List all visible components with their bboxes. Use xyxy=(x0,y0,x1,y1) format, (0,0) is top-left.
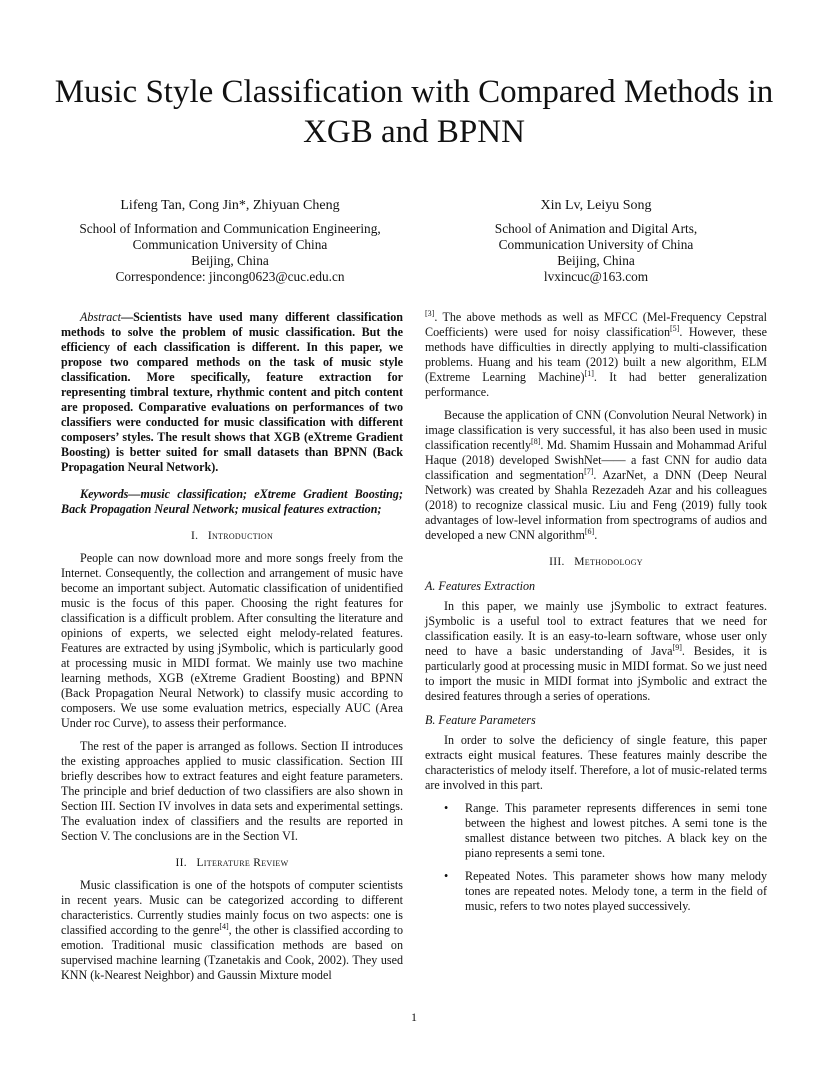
list-item: • Repeated Notes. This parameter shows how many melody tones are repeated notes. Melody tone, a term in the field of music, refers to two notes played successively. xyxy=(465,869,767,914)
citation: [4] xyxy=(219,921,229,931)
lit-paragraph-2: Because the application of CNN (Convolution Neural Network) in image classification is very successful, it has also been used in music classification recently[8]. Md. Shamim Hussain and Mohammad Ariful Haque (2018) developed SwishNet—— a fast CNN for audio data classification and segmentation[7]. AzarNet, a DNN (Deep Neural Network) was created by Shahla Rezezadeh Azar and his colleagues (2018) to recognize classical music. Liu and Feng (2019) fully took advantages of low-level information from spectrograms of audios and developed a new CNN algorithm[6]. xyxy=(425,408,767,542)
lit-paragraph-1-start: Music classification is one of the hotspots of computer scientists in recent years. Music can be categorized according to different characteristics. Currently studies mainly focus on two aspects: one is classified according to the genre[4], the other is classified according to emotion. Traditional music classification methods are based on supervised machine learning (Tzanetakis and Cook, 2002). They used KNN (k-Nearest Neighbor) and Gaussin Mixture model xyxy=(61,878,403,982)
method-paragraph-2: In order to solve the deficiency of single feature, this paper extracts eight musical features. These features mainly describe the characteristics of melody itself. Therefore, a lot of music-related terms are involved in this part. xyxy=(425,733,767,792)
author-names: Xin Lv, Leiyu Song xyxy=(540,198,652,213)
subsection-heading-feature-parameters: B. Feature Parameters xyxy=(425,713,536,727)
intro-paragraph-1: People can now download more and more songs freely from the Internet. Consequently, the collection and arrangement of music have become an important subject. Automatic classification of unidentified music is the focus of this paper. Choosing the right features for classification is a difficult problem. After consulting the literature and opinions of experts, we selected eight melody-related features. Features are extracted by using jSymbolic, which is particularly good at processing music in MIDI format. We mainly use two machine learning methods, XGB (eXtreme Gradient Boosting) and BPNN (Back Propagation Neural Network) to classify music according to composers. We use some evaluation metrics, especially AUC (Area Under roc Curve), to assess their performance. xyxy=(61,551,403,730)
citation: [1] xyxy=(584,368,594,378)
left-column xyxy=(61,310,403,983)
page-number: 1 xyxy=(411,1010,417,1024)
method-paragraph-1: In this paper, we mainly use jSymbolic to extract features. jSymbolic is a useful tool to extract features that we need for classification easily. It is an easy-to-learn software, whose user only need to have a basic understanding of Java[9]. Besides, it is particularly good at processing music in MIDI format. So we just need to import the music in MIDI format into jSymbolic and extract the desired features through a series of operations. xyxy=(425,599,767,703)
affiliation-line: Communication University of China xyxy=(132,237,328,252)
section-heading-methodology: III. Methodology xyxy=(549,556,643,568)
paper-title: Music Style Classification with Compared Methods in XGB and BPNN xyxy=(54,74,774,150)
citation: [6] xyxy=(584,526,595,536)
author-block-1 xyxy=(60,198,400,285)
intro-paragraph-2: The rest of the paper is arranged as follows. Section II introduces the existing approaches applied to music classification. Section III briefly describes how to extract features and eight feature parameters. The principle and brief deduction of two classifiers are also shown in Section III. Section IV involves in data sets and experimental settings. The evaluation index of classifiers and the results are reported in Section V. The conclusions are in the Section VI. xyxy=(61,739,403,843)
citation: [7] xyxy=(584,466,594,476)
affiliation-line: Communication University of China xyxy=(498,237,694,252)
affiliation-line: Beijing, China xyxy=(557,253,635,268)
subsection-heading-features-extraction: A. Features Extraction xyxy=(425,579,536,593)
abstract-label: Abstract xyxy=(80,310,121,324)
author-email: Correspondence: jincong0623@cuc.edu.cn xyxy=(115,269,345,284)
section-heading-literature-review: II. Literature Review xyxy=(175,857,289,869)
feature-list xyxy=(425,801,767,914)
section-heading-introduction: I. Introduction xyxy=(190,530,274,542)
author-names: Lifeng Tan, Cong Jin*, Zhiyuan Cheng xyxy=(120,198,340,213)
affiliation-line: Beijing, China xyxy=(191,253,269,268)
citation: [5] xyxy=(670,323,680,333)
abstract: Abstract—Scientists have used many different classification methods to solve the problem of music classification. But the efficiency of each classification is different. In this paper, we propose two compared methods on the task of music style classification. More specifically, feature extraction for representing timbral texture, rhythmic content and pitch content are proposed. Comparative evaluations on performances of two classifiers were conducted for music classification with different composers’ styles. The result shows that XGB (eXtreme Gradient Boosting) is better suited for small datasets than BPNN (Back Propagation Neural Network). xyxy=(61,310,403,474)
abstract-text: Scientists have used many different classification methods to solve the problem of music classification. But the efficiency of each classification is different. In this paper, we propose two compared methods on the task of music style classification. More specifically, feature extraction for representing timbral texture, rhythmic content and pitch content are proposed. Comparative evaluations on performances of two classifiers were conducted for music classification with different composers’ styles. The result shows that XGB (eXtreme Gradient Boosting) is better suited for small datasets than BPNN (Back Propagation Neural Network). xyxy=(61,310,403,474)
citation: [3] xyxy=(425,308,435,318)
affiliation-line: School of Information and Communication Engineering, xyxy=(79,221,381,236)
affiliation-line: School of Animation and Digital Arts, xyxy=(494,221,698,236)
author-email: lvxincuc@163.com xyxy=(543,269,649,284)
keywords-label: Keywords xyxy=(80,487,129,501)
right-column xyxy=(425,310,767,922)
keywords-text: music classification; eXtreme Gradient Boosting; Back Propagation Neural Network; musical features extraction; xyxy=(61,487,403,516)
list-item: • Range. This parameter represents differences in semi tone between the highest and lowest pitches. A semi tone is the smallest distance between two pitches. A black key on the piano represents a semi tone. xyxy=(465,801,767,861)
citation: [8] xyxy=(531,436,541,446)
lit-paragraph-1-end: [3]. The above methods as well as MFCC (Mel-Frequency Cepstral Coefficients) were used for noisy classification[5]. However, these methods have difficulties in directly applying to multi-classification problems. Huang and his team (2012) built a new algorithm, ELM (Extreme Learning Machine)[1]. It had better generalization performance. xyxy=(425,308,767,399)
keywords: Keywords—music classification; eXtreme Gradient Boosting; Back Propagation Neural Network; musical features extraction; xyxy=(61,487,403,516)
citation: [9] xyxy=(672,642,682,652)
author-block-2 xyxy=(426,198,766,285)
